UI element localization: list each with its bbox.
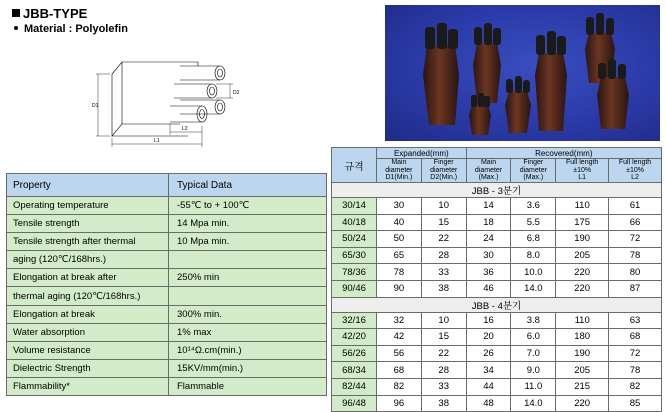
size-row [332,198,662,215]
size-code: 68/34 [332,362,377,379]
label-d2: D2 [233,90,240,96]
size-cell: 40 [377,214,422,231]
size-cell: 61 [609,198,662,215]
size-code: 42/20 [332,329,377,346]
subheader-line: (Max.) [478,174,499,182]
property-row [7,377,327,395]
subheader-line: ±10% [573,166,592,174]
property-table-header [7,174,327,197]
size-cell: 18 [466,214,511,231]
size-cell: 38 [421,280,466,297]
size-cell: 10.0 [511,264,556,281]
size-code: 90/46 [332,280,377,297]
size-cell: 205 [556,362,609,379]
size-cell: 7.0 [511,345,556,362]
size-code: 65/30 [332,247,377,264]
size-cell: 38 [421,395,466,412]
property-name: Flammability* [7,377,169,395]
group-row [332,183,662,198]
subheader-line: diameter [474,166,503,174]
property-row [7,215,327,233]
size-cell: 20 [466,329,511,346]
size-cell: 14.0 [511,395,556,412]
property-name: Water absorption [7,323,169,341]
property-value: 14 Mpa min. [169,215,327,233]
header-typical-data: Typical Data [169,174,327,197]
subheader-line: Full length [618,159,652,167]
code-header: 규격 [332,148,377,183]
subheader-line: L2 [631,174,639,182]
header-property: Property [7,174,169,197]
size-row [332,280,662,297]
size-cell: 72 [609,231,662,248]
page-title: JBB-TYPE [12,6,87,21]
subheader-line: Finger [523,159,544,167]
size-header-row-1 [332,148,662,159]
property-value: 300% min. [169,305,327,323]
size-cell: 205 [556,247,609,264]
size-cell: 78 [377,264,422,281]
size-cell: 11.0 [511,378,556,395]
size-cell: 78 [609,362,662,379]
subheader-line: diameter [430,166,458,174]
size-cell: 22 [421,231,466,248]
expanded-header: Expanded(mm) [377,148,467,159]
square-bullet-icon [12,9,20,17]
size-row [332,362,662,379]
size-cell: 90 [377,280,422,297]
size-cell: 36 [466,264,511,281]
subheader-line: diameter [385,166,413,174]
property-value: 10 Mpa min. [169,233,327,251]
subheader [556,159,609,183]
size-cell: 3.8 [511,312,556,329]
size-cell: 46 [466,280,511,297]
size-cell: 9.0 [511,362,556,379]
size-cell: 220 [556,395,609,412]
subheader-line: L1 [578,174,587,182]
property-value: 250% min [169,269,327,287]
size-cell: 44 [466,378,511,395]
size-cell: 42 [377,329,422,346]
size-row [332,264,662,281]
size-code: 32/16 [332,312,377,329]
property-row [7,251,327,269]
property-value: 10¹⁴Ω.cm(min.) [169,341,327,359]
size-cell: 10 [421,312,466,329]
size-cell: 14.0 [511,280,556,297]
size-cell: 6.8 [511,231,556,248]
size-cell: 10 [421,198,466,215]
size-row [332,378,662,395]
subheader [511,159,556,183]
size-header-row-2 [332,159,662,183]
size-cell: 50 [377,231,422,248]
size-cell: 24 [466,231,511,248]
label-l2: L2 [182,126,188,132]
size-cell: 28 [421,247,466,264]
property-row [7,233,327,251]
material-line: Material : Polyolefin [12,23,128,35]
size-cell: 220 [556,264,609,281]
subheader-line: ±10% [626,166,644,174]
size-row [332,329,662,346]
size-cell: 110 [556,198,609,215]
size-code: 56/26 [332,345,377,362]
size-cell: 32 [377,312,422,329]
size-row [332,345,662,362]
size-cell: 63 [609,312,662,329]
boot-1 [423,23,459,125]
size-row [332,312,662,329]
size-table [331,147,662,412]
size-cell: 33 [421,378,466,395]
property-row [7,269,327,287]
size-code: 96/48 [332,395,377,412]
subheader-line: Finger [433,159,454,167]
size-cell: 26 [466,345,511,362]
size-cell: 22 [421,345,466,362]
size-cell: 65 [377,247,422,264]
property-name: Elongation at break after [7,269,169,287]
subheader-line: D1(Min.) [385,174,413,182]
subheader [421,159,466,183]
boot-5 [505,76,531,133]
subheader [466,159,511,183]
size-cell: 190 [556,345,609,362]
size-cell: 6.0 [511,329,556,346]
product-photo [385,5,660,141]
size-cell: 14 [466,198,511,215]
subheader [377,159,422,183]
size-cell: 110 [556,312,609,329]
property-name: Volume resistance [7,341,169,359]
size-cell: 56 [377,345,422,362]
property-name: Tensile strength [7,215,169,233]
property-value: 15KV/mm(min.) [169,359,327,377]
property-value [169,287,327,305]
size-cell: 30 [377,198,422,215]
size-row [332,214,662,231]
property-name: thermal aging (120℃/168hrs.) [7,287,169,305]
size-cell: 85 [609,395,662,412]
size-cell: 30 [466,247,511,264]
property-name: Elongation at break [7,305,169,323]
property-value: -55℃ to + 100℃ [169,197,327,215]
size-cell: 82 [609,378,662,395]
boot-2 [473,23,501,103]
size-code: 30/14 [332,198,377,215]
label-l1: L1 [154,138,160,144]
jbb-drawing [70,44,250,154]
property-row [7,359,327,377]
size-cell: 15 [421,329,466,346]
group-row [332,297,662,312]
subheader-line: Main [480,159,497,167]
size-cell: 33 [421,264,466,281]
property-value [169,251,327,269]
size-cell: 3.6 [511,198,556,215]
size-cell: 15 [421,214,466,231]
size-cell: 68 [609,329,662,346]
recovered-header: Recovered(mm) [466,148,661,159]
size-cell: 16 [466,312,511,329]
size-cell: 48 [466,395,511,412]
boot-7 [469,93,491,135]
property-row [7,287,327,305]
size-code: 78/36 [332,264,377,281]
size-cell: 215 [556,378,609,395]
boot-6 [597,59,629,129]
size-cell: 78 [609,247,662,264]
size-cell: 8.0 [511,247,556,264]
property-row [7,197,327,215]
property-value: 1% max [169,323,327,341]
property-row [7,305,327,323]
size-code: 82/44 [332,378,377,395]
size-row [332,247,662,264]
group-label: JBB - 3분기 [332,183,662,198]
size-cell: 28 [421,362,466,379]
subheader-line: D2(Min.) [430,174,458,182]
label-d1: D1 [92,103,99,109]
size-cell: 80 [609,264,662,281]
property-name: Dielectric Strength [7,359,169,377]
size-cell: 5.5 [511,214,556,231]
size-code: 40/18 [332,214,377,231]
size-cell: 220 [556,280,609,297]
size-cell: 180 [556,329,609,346]
size-cell: 66 [609,214,662,231]
property-name: Tensile strength after thermal [7,233,169,251]
property-name: Operating temperature [7,197,169,215]
size-cell: 87 [609,280,662,297]
subheader [609,159,662,183]
group-label: JBB - 4분기 [332,297,662,312]
size-cell: 96 [377,395,422,412]
property-row [7,341,327,359]
size-cell: 68 [377,362,422,379]
size-row [332,231,662,248]
subheader-line: Main [391,159,407,167]
subheader-line: (Max.) [523,174,544,182]
size-cell: 82 [377,378,422,395]
size-cell: 72 [609,345,662,362]
size-cell: 175 [556,214,609,231]
subheader-line: diameter [519,166,547,174]
size-code: 50/24 [332,231,377,248]
boot-3 [535,31,567,131]
subheader-line: Full length [566,159,599,167]
size-row [332,395,662,412]
size-cell: 190 [556,231,609,248]
property-table [6,173,327,396]
property-row [7,323,327,341]
size-cell: 34 [466,362,511,379]
property-value: Flammable [169,377,327,395]
property-name: aging (120℃/168hrs.) [7,251,169,269]
dot-bullet-icon [14,26,18,30]
